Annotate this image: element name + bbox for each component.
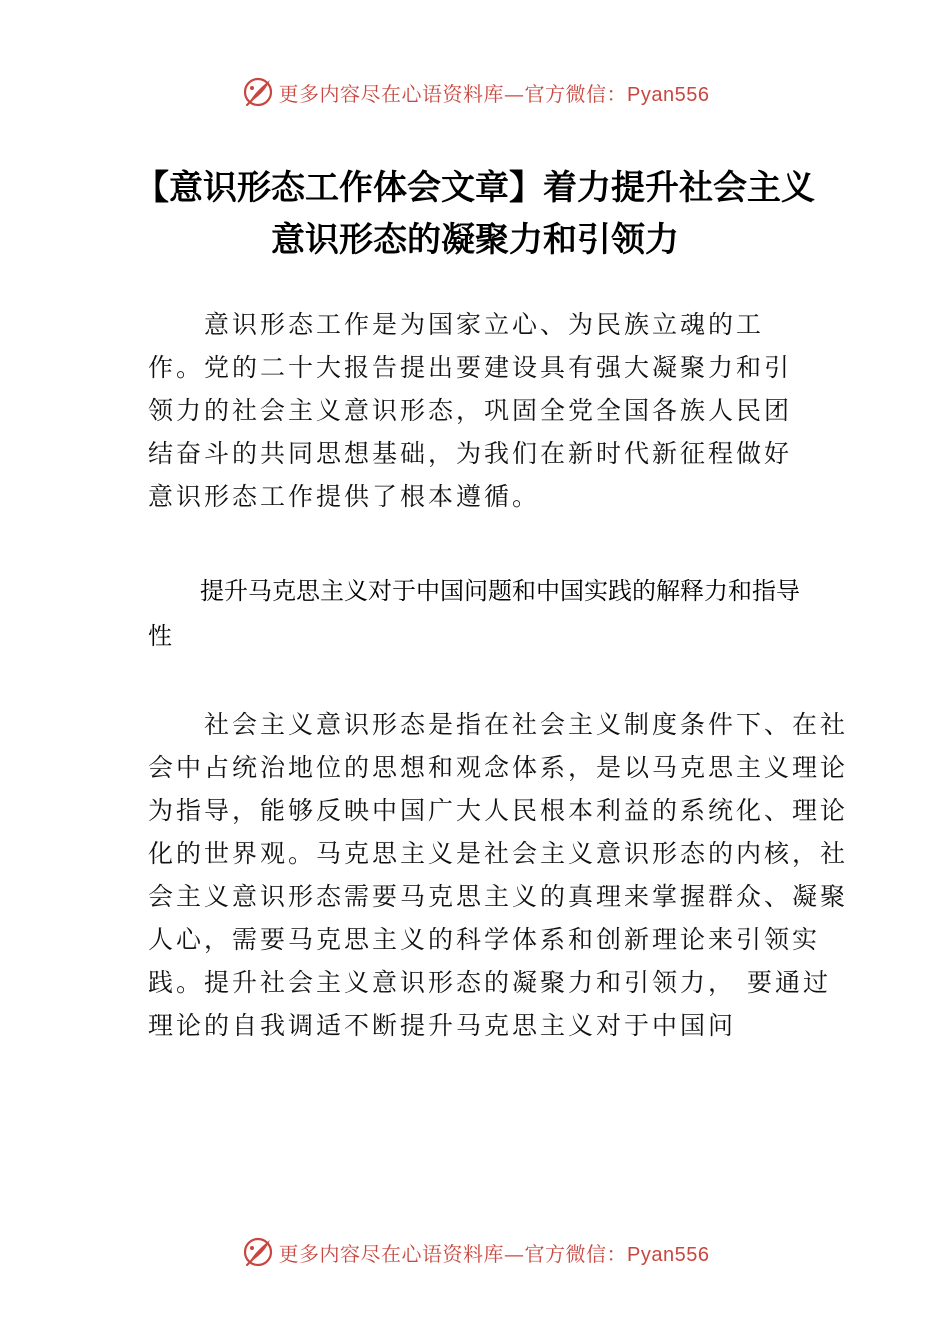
intro-paragraph: 意识形态工作是为国家立心、为民族立魂的工作。党的二十大报告提出要建设具有强大凝聚力和引领力的社会主义意识形态，巩固全党全国各族人民团结奋斗的共同思想基础，为我们在新时代新征程做好意识形态工作提供了根本遵循。	[148, 310, 793, 511]
body-paragraph: 社会主义意识形态是指在社会主义制度条件下、在社会中占统治地位的思想和观念体系，是以马克思主义理论为指导，能够反映中国广大人民根本利益的系统化、理论化的世界观。马克思主义是社会主义意识形态的内核，社会主义意识形态需要马克思主义的真理来掌握群众、凝聚人心，需要马克思主义的科学体系和创新理论来引领实践。提升社会主义意识形态的凝聚力和引领力， 要通过理论的自我调适不断提升马克思主义对于中国问	[148, 710, 849, 1040]
header-banner	[0, 72, 950, 112]
footer-banner	[0, 1232, 950, 1272]
banner-account: Pyan556	[627, 83, 710, 106]
banner-text: 更多内容尽在心语资料库—官方微信：Pyan556	[278, 1241, 710, 1266]
section-heading: 提升马克思主义对于中国问题和中国实践的解释力和指导性	[148, 577, 800, 650]
quill-logo-icon	[241, 75, 275, 109]
document-title: 【意识形态工作体会文章】着力提升社会主义意识形态的凝聚力和引领力	[135, 168, 815, 260]
banner-text: 更多内容尽在心语资料库—官方微信：Pyan556	[278, 81, 710, 106]
quill-logo-icon	[241, 1235, 275, 1269]
banner-account: Pyan556	[627, 1243, 710, 1266]
